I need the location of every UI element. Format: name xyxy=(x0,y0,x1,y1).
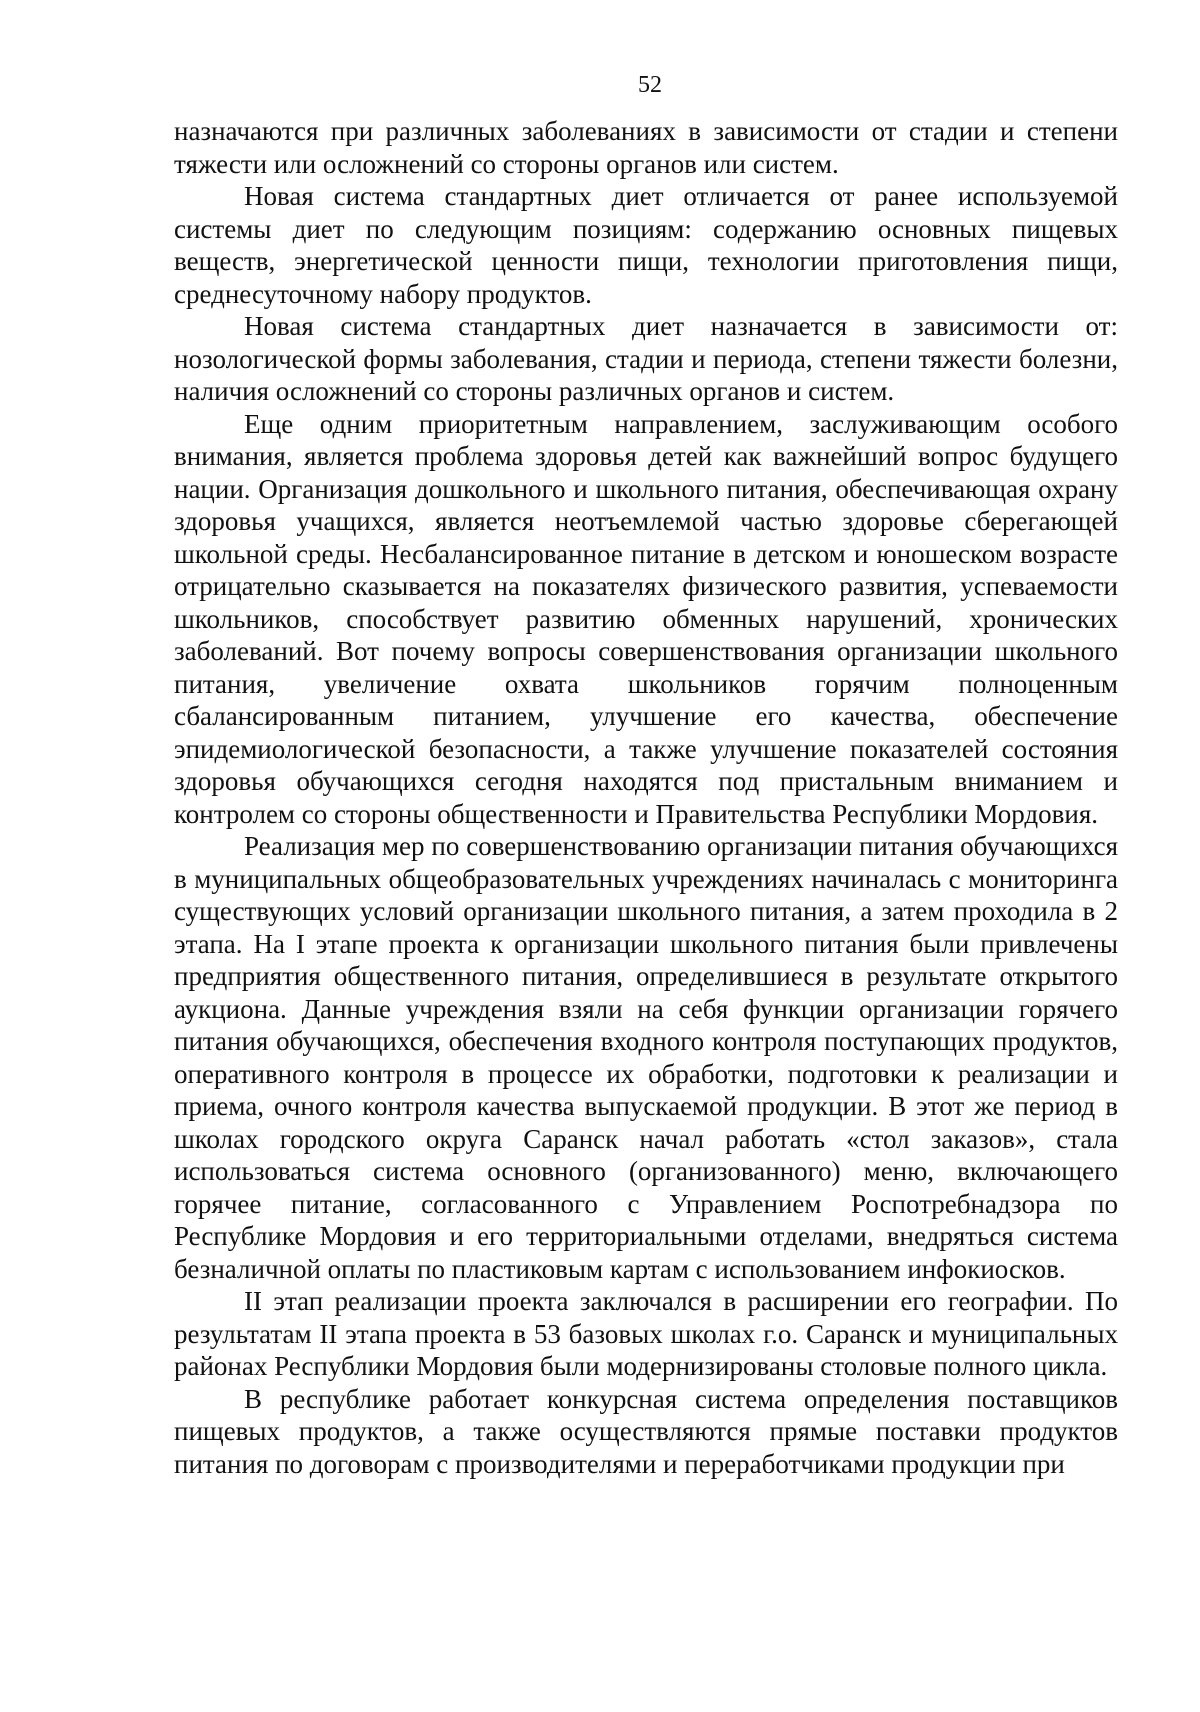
paragraph-suppliers: В республике работает конкурсная система определения поставщиков пищевых продуктов, а также осуществляются прямые поставки продуктов питания по договорам с производителями и переработчиками продукции при xyxy=(174,1383,1118,1479)
paragraph-implementation: Реализация мер по совершенствованию организации питания обучающихся в муниципальных общеобразовательных учреждениях начиналась с мониторинга существующих условий организации школьного питания, а затем проходила в 2 этапа. На I этапе проекта к организации школьного питания были привлечены предприятия общественного питания, определившиеся в результате открытого аукциона. Данные учреждения взяли на себя функции организации горячего питания обучающихся, обеспечения входного контроля поступающих продуктов, оперативного контроля в процессе их обработки, подготовки к реализации и приема, очного контроля качества выпускаемой продукции. В этот же период в школах городского округа Саранск начал работать «стол заказов», стала использоваться система основного (организованного) меню, включающего горячее питание, согласованного с Управлением Роспотребнадзора по Республике Мордовия и его территориальными отделами, внедряться система безналичной оплаты по пластиковым картам с использованием инфокиосков. xyxy=(174,831,1118,1284)
paragraph-stage-two: II этап реализации проекта заключался в расширении его географии. По результатам II этапа проекта в 53 базовых школах г.о. Саранск и муниципальных районах Республики Мордовия были модернизированы столовые полного цикла. xyxy=(174,1286,1118,1381)
paragraph-continuation: назначаются при различных заболеваниях в зависимости от стадии и степени тяжести или осложнений со стороны органов или систем. xyxy=(174,116,1118,179)
paragraph-new-diet-assignment: Новая система стандартных диет назначается в зависимости от: нозологической формы заболевания, стадии и периода, степени тяжести болезни, наличия осложнений со стороны различных органов и систем. xyxy=(174,311,1118,406)
document-text xyxy=(174,115,1118,1480)
page-number: 52 xyxy=(638,72,662,98)
paragraph-new-diet-positions: Новая система стандартных диет отличается от ранее используемой системы диет по следующим позициям: содержанию основных пищевых веществ, энергетической ценности пищи, технологии приготовления пищи, среднесуточному набору продуктов. xyxy=(174,181,1118,309)
paragraph-child-health: Еще одним приоритетным направлением, заслуживающим особого внимания, является проблема здоровья детей как важнейший вопрос будущего нации. Организация дошкольного и школьного питания, обеспечивающая охрану здоровья учащихся, является неотъемлемой частью здоровье сберегающей школьной среды. Несбалансированное питание в детском и юношеском возрасте отрицательно сказывается на показателях физического развития, успеваемости школьников, способствует развитию обменных нарушений, хронических заболеваний. Вот почему вопросы совершенствования организации школьного питания, увеличение охвата школьников горячим полноценным сбалансированным питанием, улучшение его качества, обеспечение эпидемиологической безопасности, а также улучшение показателей состояния здоровья обучающихся сегодня находятся под пристальным вниманием и контролем со стороны общественности и Правительства Республики Мордовия. xyxy=(174,408,1118,829)
